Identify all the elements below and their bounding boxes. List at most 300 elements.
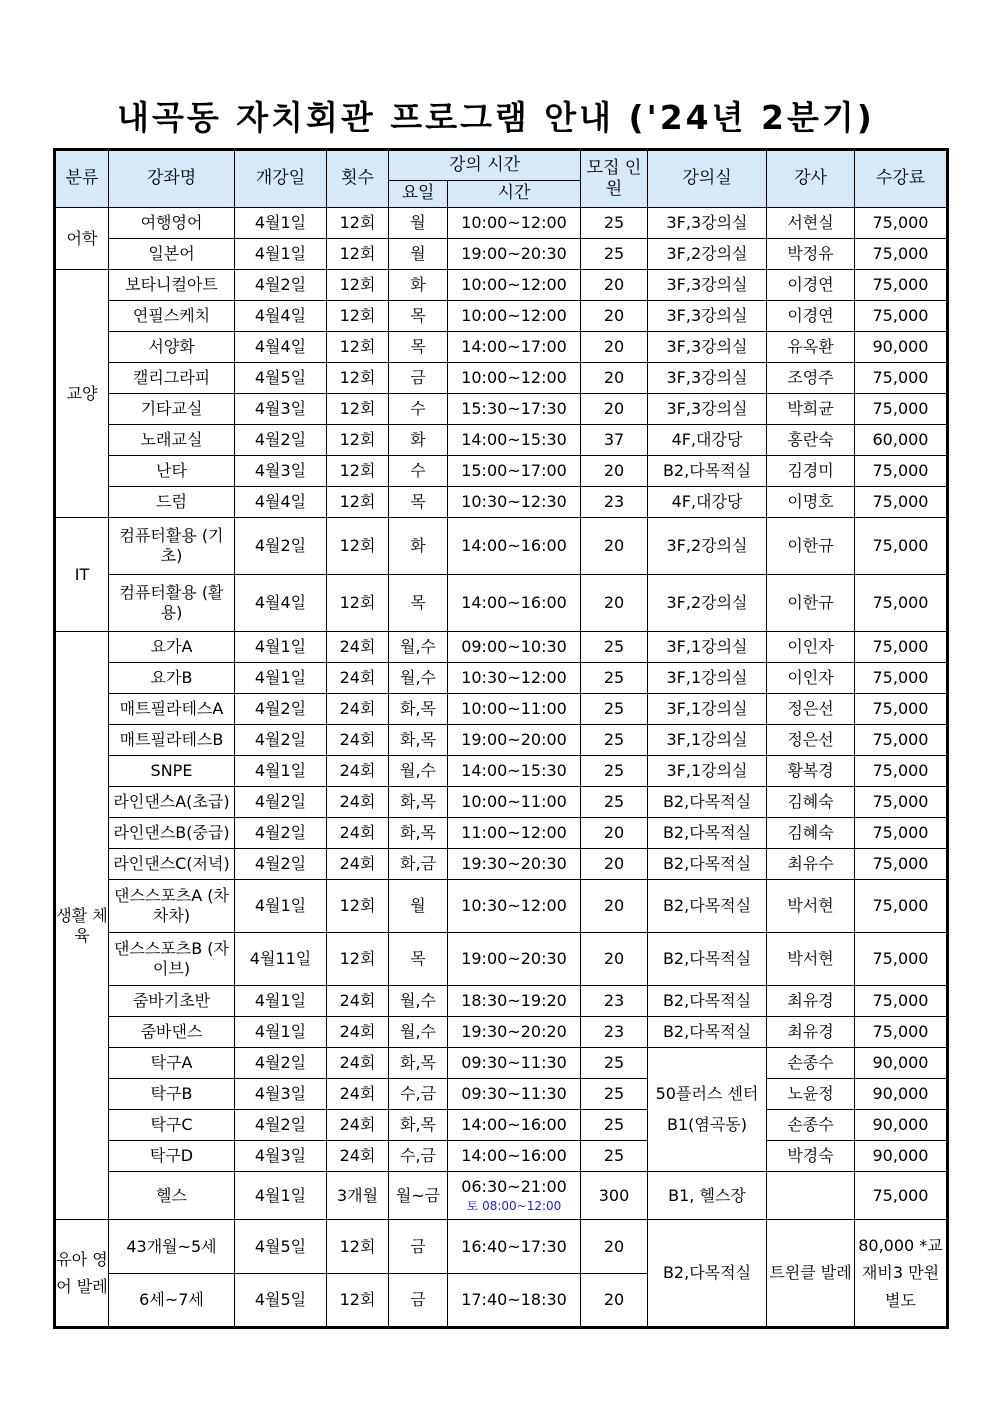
time-cell: 15:30~17:30	[448, 394, 581, 425]
start-cell: 4월2일	[235, 1048, 327, 1079]
day-cell: 수,금	[389, 1141, 448, 1172]
sessions-cell: 24회	[327, 694, 389, 725]
table-row	[55, 425, 948, 456]
day-cell: 화	[389, 270, 448, 301]
start-cell: 4월3일	[235, 1141, 327, 1172]
table-row	[55, 725, 948, 756]
day-cell: 월,수	[389, 632, 448, 663]
category-cell: 생활 체육	[55, 632, 109, 1220]
instructor-cell: 유옥환	[767, 332, 855, 363]
fee-cell: 90,000	[855, 1048, 948, 1079]
start-cell: 4월5일	[235, 363, 327, 394]
time-cell: 16:40~17:30	[448, 1220, 581, 1274]
capacity-cell: 20	[581, 1274, 648, 1328]
sessions-cell: 12회	[327, 301, 389, 332]
instructor-cell: 이인자	[767, 632, 855, 663]
time-cell-with-note	[448, 1172, 581, 1220]
table-row	[55, 1110, 948, 1141]
instructor-cell: 이경연	[767, 270, 855, 301]
fee-cell: 75,000	[855, 518, 948, 575]
capacity-cell: 20	[581, 518, 648, 575]
capacity-cell: 20	[581, 301, 648, 332]
capacity-cell: 25	[581, 239, 648, 270]
instructor-cell: 김혜숙	[767, 787, 855, 818]
fee-cell: 75,000	[855, 487, 948, 518]
header-time: 시간	[448, 181, 581, 208]
start-cell: 4월2일	[235, 270, 327, 301]
capacity-cell: 20	[581, 849, 648, 880]
capacity-cell: 300	[581, 1172, 648, 1220]
table-row	[55, 818, 948, 849]
capacity-cell: 25	[581, 787, 648, 818]
room-cell: 3F,3강의실	[648, 394, 767, 425]
instructor-cell: 박서현	[767, 880, 855, 933]
table-row	[55, 394, 948, 425]
day-cell: 월,수	[389, 986, 448, 1017]
sessions-cell: 12회	[327, 425, 389, 456]
capacity-cell: 23	[581, 1017, 648, 1048]
instructor-cell: 이명호	[767, 487, 855, 518]
table-row	[55, 1079, 948, 1110]
capacity-cell: 23	[581, 986, 648, 1017]
table-row	[55, 756, 948, 787]
program-table	[53, 148, 949, 1329]
instructor-cell: 최유경	[767, 1017, 855, 1048]
day-cell: 수	[389, 394, 448, 425]
fee-cell: 75,000	[855, 849, 948, 880]
capacity-cell: 20	[581, 880, 648, 933]
time-cell: 10:30~12:00	[448, 880, 581, 933]
header-category: 분류	[55, 150, 109, 208]
sessions-cell: 24회	[327, 787, 389, 818]
instructor-cell: 이한규	[767, 575, 855, 632]
time-cell: 19:00~20:30	[448, 239, 581, 270]
fee-cell: 60,000	[855, 425, 948, 456]
table-row	[55, 694, 948, 725]
course-cell: 난타	[109, 456, 235, 487]
time-cell: 19:00~20:30	[448, 933, 581, 986]
course-cell: 탁구B	[109, 1079, 235, 1110]
sessions-cell: 12회	[327, 208, 389, 239]
time-cell: 10:00~11:00	[448, 787, 581, 818]
instructor-cell: 황복경	[767, 756, 855, 787]
course-cell: 기타교실	[109, 394, 235, 425]
table-row	[55, 363, 948, 394]
day-cell: 월,수	[389, 1017, 448, 1048]
start-cell: 4월2일	[235, 694, 327, 725]
time-cell: 14:00~16:00	[448, 575, 581, 632]
fee-cell-merged: 80,000 *교재비3 만원별도	[855, 1220, 948, 1328]
capacity-cell: 25	[581, 1079, 648, 1110]
fee-cell: 75,000	[855, 725, 948, 756]
fee-cell: 75,000	[855, 663, 948, 694]
course-cell: 연필스케치	[109, 301, 235, 332]
time-cell: 14:00~16:00	[448, 1110, 581, 1141]
sessions-cell: 24회	[327, 849, 389, 880]
instructor-cell: 서현실	[767, 208, 855, 239]
fee-cell: 75,000	[855, 818, 948, 849]
capacity-cell: 37	[581, 425, 648, 456]
table-row	[55, 632, 948, 663]
time-cell: 10:00~12:00	[448, 363, 581, 394]
course-cell: 43개월~5세	[109, 1220, 235, 1274]
start-cell: 4월2일	[235, 1110, 327, 1141]
day-cell: 화	[389, 518, 448, 575]
room-cell: B2,다목적실	[648, 933, 767, 986]
day-cell: 화,목	[389, 787, 448, 818]
day-cell: 목	[389, 332, 448, 363]
start-cell: 4월1일	[235, 239, 327, 270]
day-cell: 화,목	[389, 1110, 448, 1141]
course-cell: 댄스스포츠A (차차차)	[109, 880, 235, 933]
header-course: 강좌명	[109, 150, 235, 208]
day-cell: 목	[389, 487, 448, 518]
instructor-cell: 최유경	[767, 986, 855, 1017]
capacity-cell: 25	[581, 1141, 648, 1172]
start-cell: 4월5일	[235, 1220, 327, 1274]
time-cell: 19:30~20:30	[448, 849, 581, 880]
sessions-cell: 12회	[327, 487, 389, 518]
fee-cell: 75,000	[855, 301, 948, 332]
fee-cell: 75,000	[855, 787, 948, 818]
capacity-cell: 25	[581, 725, 648, 756]
course-cell: 라인댄스B(중급)	[109, 818, 235, 849]
category-cell: 교양	[55, 270, 109, 518]
day-cell: 목	[389, 575, 448, 632]
start-cell: 4월2일	[235, 425, 327, 456]
course-cell: 요가A	[109, 632, 235, 663]
sessions-cell: 12회	[327, 332, 389, 363]
instructor-cell-merged: 트윈클 발레	[767, 1220, 855, 1328]
table-row	[55, 1220, 948, 1274]
fee-cell: 75,000	[855, 1172, 948, 1220]
sessions-cell: 12회	[327, 1220, 389, 1274]
sessions-cell: 24회	[327, 1141, 389, 1172]
instructor-cell: 정은선	[767, 694, 855, 725]
start-cell: 4월4일	[235, 575, 327, 632]
course-cell: 댄스스포츠B (자이브)	[109, 933, 235, 986]
day-cell: 화,목	[389, 694, 448, 725]
table-row	[55, 787, 948, 818]
instructor-cell: 정은선	[767, 725, 855, 756]
fee-cell: 75,000	[855, 363, 948, 394]
room-cell: B1, 헬스장	[648, 1172, 767, 1220]
course-cell: 일본어	[109, 239, 235, 270]
table-row	[55, 1141, 948, 1172]
room-cell: 3F,1강의실	[648, 663, 767, 694]
time-cell: 14:00~16:00	[448, 518, 581, 575]
start-cell: 4월4일	[235, 332, 327, 363]
time-cell: 10:00~12:00	[448, 208, 581, 239]
sessions-cell: 24회	[327, 986, 389, 1017]
capacity-cell: 25	[581, 208, 648, 239]
day-cell: 월~금	[389, 1172, 448, 1220]
room-cell: 3F,3강의실	[648, 301, 767, 332]
course-cell: 헬스	[109, 1172, 235, 1220]
sessions-cell: 24회	[327, 632, 389, 663]
time-cell: 11:00~12:00	[448, 818, 581, 849]
room-cell: 3F,2강의실	[648, 239, 767, 270]
course-cell: 6세~7세	[109, 1274, 235, 1328]
table-row	[55, 332, 948, 363]
capacity-cell: 25	[581, 663, 648, 694]
header-day: 요일	[389, 181, 448, 208]
room-cell: B2,다목적실	[648, 787, 767, 818]
sessions-cell: 12회	[327, 518, 389, 575]
category-cell: 어학	[55, 208, 109, 270]
table-row	[55, 663, 948, 694]
header-sessions: 횟수	[327, 150, 389, 208]
fee-cell: 75,000	[855, 270, 948, 301]
time-cell: 17:40~18:30	[448, 1274, 581, 1328]
table-row	[55, 1017, 948, 1048]
room-cell: B2,다목적실	[648, 986, 767, 1017]
room-cell: 3F,2강의실	[648, 575, 767, 632]
room-cell: 3F,3강의실	[648, 332, 767, 363]
start-cell: 4월3일	[235, 456, 327, 487]
instructor-cell: 김혜숙	[767, 818, 855, 849]
room-cell-merged: 50플러스 센터 B1(염곡동)	[648, 1048, 767, 1172]
sessions-cell: 24회	[327, 1079, 389, 1110]
fee-cell: 90,000	[855, 1110, 948, 1141]
time-cell: 10:00~12:00	[448, 301, 581, 332]
start-cell: 4월1일	[235, 632, 327, 663]
time-cell: 09:30~11:30	[448, 1048, 581, 1079]
room-cell: 4F,대강당	[648, 487, 767, 518]
room-cell: 3F,1강의실	[648, 725, 767, 756]
course-cell: 드럼	[109, 487, 235, 518]
instructor-cell: 박희균	[767, 394, 855, 425]
time-cell: 14:00~16:00	[448, 1141, 581, 1172]
capacity-cell: 20	[581, 270, 648, 301]
instructor-cell: 손종수	[767, 1048, 855, 1079]
course-cell: 컴퓨터활용 (활용)	[109, 575, 235, 632]
fee-cell: 75,000	[855, 933, 948, 986]
fee-cell: 90,000	[855, 332, 948, 363]
time-cell: 10:00~12:00	[448, 270, 581, 301]
time-cell: 10:30~12:30	[448, 487, 581, 518]
instructor-cell: 손종수	[767, 1110, 855, 1141]
course-cell: 보타니컬아트	[109, 270, 235, 301]
fee-cell: 75,000	[855, 575, 948, 632]
start-cell: 4월2일	[235, 818, 327, 849]
saturday-time-note: 토 08:00~12:00	[466, 1199, 562, 1213]
instructor-cell: 박경숙	[767, 1141, 855, 1172]
fee-cell: 75,000	[855, 986, 948, 1017]
sessions-cell: 12회	[327, 363, 389, 394]
capacity-cell: 20	[581, 575, 648, 632]
sessions-cell: 12회	[327, 239, 389, 270]
day-cell: 화,목	[389, 725, 448, 756]
table-row	[55, 1172, 948, 1220]
course-cell: 탁구C	[109, 1110, 235, 1141]
room-cell: 3F,1강의실	[648, 694, 767, 725]
start-cell: 4월5일	[235, 1274, 327, 1328]
course-cell: 탁구D	[109, 1141, 235, 1172]
header-room: 강의실	[648, 150, 767, 208]
capacity-cell: 20	[581, 332, 648, 363]
room-cell: 4F,대강당	[648, 425, 767, 456]
course-cell: 컴퓨터활용 (기초)	[109, 518, 235, 575]
course-cell: 캘리그라피	[109, 363, 235, 394]
table-row	[55, 1048, 948, 1079]
sessions-cell: 24회	[327, 725, 389, 756]
capacity-cell: 20	[581, 1220, 648, 1274]
course-cell: 매트필라테스A	[109, 694, 235, 725]
table-row	[55, 208, 948, 239]
table-row	[55, 270, 948, 301]
room-cell: B2,다목적실	[648, 1017, 767, 1048]
time-cell: 15:00~17:00	[448, 456, 581, 487]
header-instructor: 강사	[767, 150, 855, 208]
sessions-cell: 12회	[327, 933, 389, 986]
day-cell: 수	[389, 456, 448, 487]
course-cell: 서양화	[109, 332, 235, 363]
start-cell: 4월1일	[235, 1017, 327, 1048]
table-row	[55, 933, 948, 986]
category-cell: 유아 영어 발레	[55, 1220, 109, 1328]
day-cell: 월,수	[389, 663, 448, 694]
capacity-cell: 25	[581, 632, 648, 663]
room-cell-merged: B2,다목적실	[648, 1220, 767, 1328]
time-cell: 19:00~20:00	[448, 725, 581, 756]
start-cell: 4월3일	[235, 1079, 327, 1110]
day-cell: 화,목	[389, 1048, 448, 1079]
day-cell: 금	[389, 363, 448, 394]
header-fee: 수강료	[855, 150, 948, 208]
day-cell: 목	[389, 301, 448, 332]
start-cell: 4월1일	[235, 663, 327, 694]
day-cell: 화	[389, 425, 448, 456]
course-cell: 요가B	[109, 663, 235, 694]
course-cell: 라인댄스A(초급)	[109, 787, 235, 818]
capacity-cell: 25	[581, 756, 648, 787]
fee-cell: 75,000	[855, 1017, 948, 1048]
course-cell: 노래교실	[109, 425, 235, 456]
start-cell: 4월1일	[235, 756, 327, 787]
start-cell: 4월4일	[235, 487, 327, 518]
course-cell: 줌바기초반	[109, 986, 235, 1017]
course-cell: 여행영어	[109, 208, 235, 239]
fee-cell: 75,000	[855, 880, 948, 933]
capacity-cell: 25	[581, 1110, 648, 1141]
sessions-cell: 12회	[327, 456, 389, 487]
sessions-cell: 24회	[327, 818, 389, 849]
fee-cell: 90,000	[855, 1079, 948, 1110]
start-cell: 4월2일	[235, 725, 327, 756]
time-cell: 10:30~12:00	[448, 663, 581, 694]
fee-cell: 90,000	[855, 1141, 948, 1172]
time-cell: 19:30~20:20	[448, 1017, 581, 1048]
table-row	[55, 986, 948, 1017]
capacity-cell: 20	[581, 394, 648, 425]
sessions-cell: 12회	[327, 1274, 389, 1328]
start-cell: 4월2일	[235, 787, 327, 818]
category-cell: IT	[55, 518, 109, 632]
day-cell: 화,금	[389, 849, 448, 880]
fee-cell: 75,000	[855, 208, 948, 239]
header-capacity: 모집 인원	[581, 150, 648, 208]
fee-cell: 75,000	[855, 756, 948, 787]
instructor-cell	[767, 1172, 855, 1220]
time-cell: 14:00~15:30	[448, 756, 581, 787]
sessions-cell: 12회	[327, 575, 389, 632]
instructor-cell: 최유수	[767, 849, 855, 880]
day-cell: 수,금	[389, 1079, 448, 1110]
sessions-cell: 24회	[327, 663, 389, 694]
day-cell: 금	[389, 1274, 448, 1328]
capacity-cell: 23	[581, 487, 648, 518]
instructor-cell: 이한규	[767, 518, 855, 575]
room-cell: B2,다목적실	[648, 880, 767, 933]
start-cell: 4월11일	[235, 933, 327, 986]
page-title: 내곡동 자치회관 프로그램 안내 ('24년 2분기)	[117, 98, 875, 137]
day-cell: 월	[389, 208, 448, 239]
sessions-cell: 3개월	[327, 1172, 389, 1220]
table-row	[55, 880, 948, 933]
table-row	[55, 518, 948, 575]
sessions-cell: 12회	[327, 880, 389, 933]
capacity-cell: 25	[581, 1048, 648, 1079]
fee-cell: 75,000	[855, 694, 948, 725]
sessions-cell: 24회	[327, 1110, 389, 1141]
course-cell: SNPE	[109, 756, 235, 787]
day-cell: 월,수	[389, 756, 448, 787]
fee-cell: 75,000	[855, 239, 948, 270]
start-cell: 4월1일	[235, 986, 327, 1017]
capacity-cell: 20	[581, 818, 648, 849]
table-row	[55, 456, 948, 487]
start-cell: 4월1일	[235, 1172, 327, 1220]
course-cell: 매트필라테스B	[109, 725, 235, 756]
room-cell: 3F,2강의실	[648, 518, 767, 575]
room-cell: 3F,3강의실	[648, 208, 767, 239]
sessions-cell: 12회	[327, 270, 389, 301]
room-cell: 3F,1강의실	[648, 756, 767, 787]
table-row	[55, 487, 948, 518]
room-cell: 3F,1강의실	[648, 632, 767, 663]
instructor-cell: 김경미	[767, 456, 855, 487]
header-start: 개강일	[235, 150, 327, 208]
time-cell: 10:00~11:00	[448, 694, 581, 725]
course-cell: 줌바댄스	[109, 1017, 235, 1048]
sessions-cell: 24회	[327, 1048, 389, 1079]
table-row	[55, 301, 948, 332]
capacity-cell: 20	[581, 933, 648, 986]
table-row	[55, 239, 948, 270]
sessions-cell: 12회	[327, 394, 389, 425]
room-cell: B2,다목적실	[648, 456, 767, 487]
table-row	[55, 849, 948, 880]
fee-cell: 75,000	[855, 394, 948, 425]
fee-cell: 75,000	[855, 632, 948, 663]
sessions-cell: 24회	[327, 756, 389, 787]
start-cell: 4월1일	[235, 880, 327, 933]
start-cell: 4월2일	[235, 518, 327, 575]
sessions-cell: 24회	[327, 1017, 389, 1048]
start-cell: 4월2일	[235, 849, 327, 880]
room-cell: 3F,3강의실	[648, 270, 767, 301]
day-cell: 목	[389, 933, 448, 986]
day-cell: 금	[389, 1220, 448, 1274]
time-cell: 18:30~19:20	[448, 986, 581, 1017]
capacity-cell: 20	[581, 363, 648, 394]
fee-cell: 75,000	[855, 456, 948, 487]
time-cell: 09:00~10:30	[448, 632, 581, 663]
instructor-cell: 이인자	[767, 663, 855, 694]
course-cell: 라인댄스C(저녁)	[109, 849, 235, 880]
time-main: 06:30~21:00	[461, 1177, 567, 1196]
